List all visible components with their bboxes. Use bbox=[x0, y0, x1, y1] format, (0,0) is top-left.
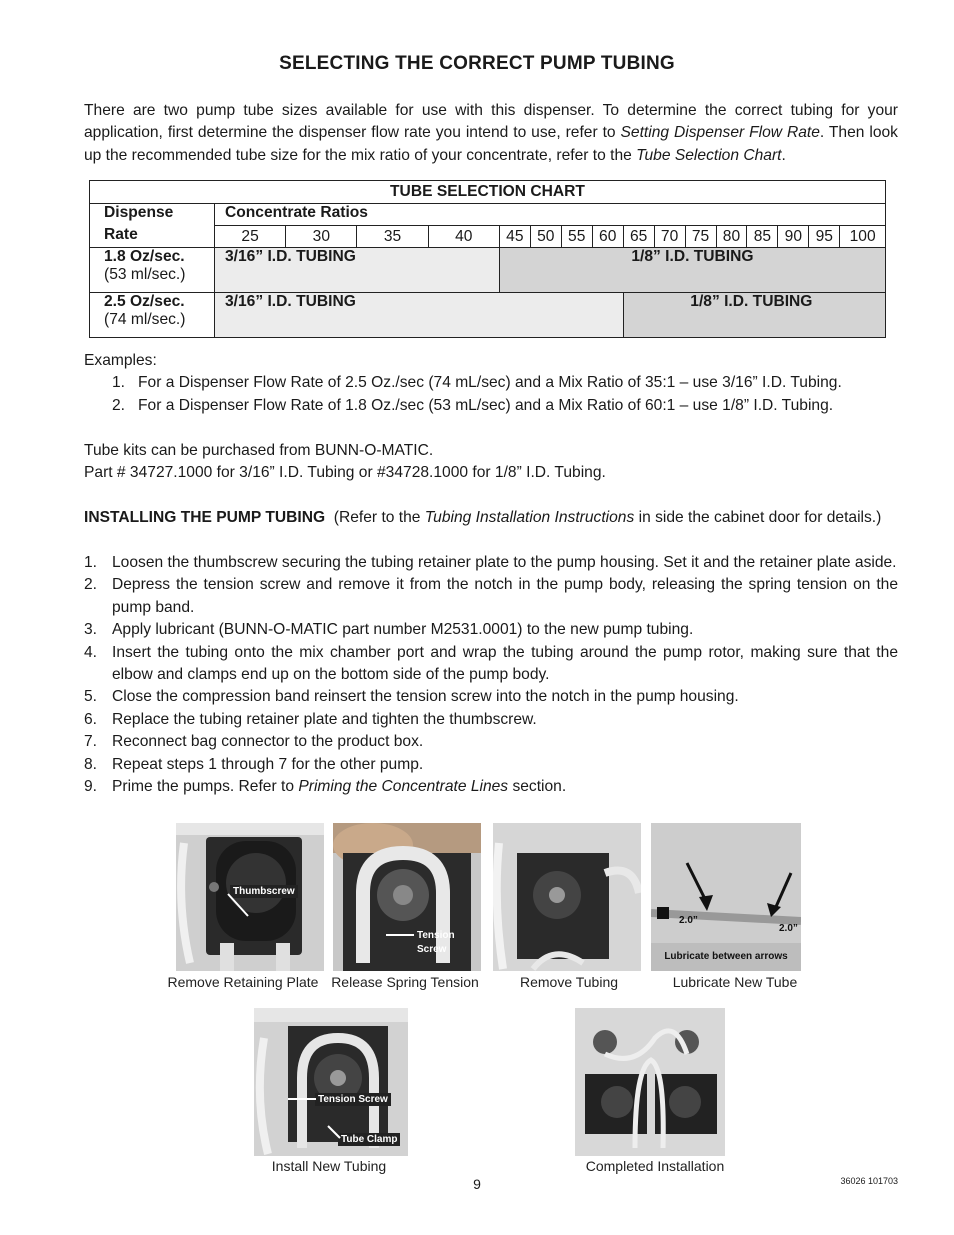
dispense-rate-header-2: Rate bbox=[90, 226, 215, 248]
ratio-cell: 25 bbox=[215, 226, 286, 248]
install-ref-post: in side the cabinet door for details.) bbox=[634, 509, 882, 526]
ratio-cell: 70 bbox=[654, 226, 685, 248]
pointer-line-icon bbox=[326, 1124, 342, 1140]
install-step: 7. Reconnect bag connector to the product box. bbox=[84, 733, 424, 751]
install-step: 1. Loosen the thumbscrew securing the tubing retainer plate to the pump housing. Set it and the retainer plate aside. bbox=[84, 554, 897, 571]
ratio-cell: 40 bbox=[428, 226, 499, 248]
photo-release-spring-tension bbox=[333, 823, 481, 971]
tube-kits-section bbox=[84, 440, 898, 485]
pointer-line-icon bbox=[210, 890, 250, 920]
caption-release-spring-tension: Release Spring Tension bbox=[331, 974, 479, 990]
kits-line-1: Tube kits can be purchased from BUNN-O-MATIC. bbox=[84, 442, 434, 459]
row2-rate bbox=[90, 293, 215, 338]
ratio-cell: 35 bbox=[357, 226, 428, 248]
install-step: 5. Close the compression band reinsert the tension screw into the notch in the pump housing. bbox=[84, 688, 739, 706]
install-step: 4. Insert the tubing onto the mix chamber port and wrap the tubing around the pump rotor, making sure that the elbow and clamps end up on the bottom side of the pump body. bbox=[84, 643, 898, 684]
pointer-line-icon bbox=[288, 1094, 318, 1104]
chart-title: TUBE SELECTION CHART bbox=[90, 181, 886, 204]
ratio-cell: 95 bbox=[809, 226, 840, 248]
label-tension: Tension bbox=[417, 930, 455, 941]
row2-large-tubing: 3/16” I.D. TUBING bbox=[215, 293, 624, 338]
caption-completed-installation: Completed Installation bbox=[585, 1158, 725, 1174]
row1-large-tubing: 3/16” I.D. TUBING bbox=[215, 248, 500, 293]
examples-label: Examples: bbox=[84, 352, 157, 369]
ratio-cell: 45 bbox=[499, 226, 530, 248]
install-step: 2. Depress the tension screw and remove it from the notch in the pump body, releasing the spring tension on the pump band. bbox=[84, 576, 898, 616]
label-tube-clamp: Tube Clamp bbox=[338, 1133, 400, 1146]
intro-paragraph bbox=[84, 100, 898, 167]
install-ref-pre: (Refer to the bbox=[325, 509, 425, 526]
caption-remove-retaining-plate: Remove Retaining Plate bbox=[167, 974, 319, 990]
row1-rate bbox=[90, 248, 215, 293]
row1-rate-oz: 1.8 Oz/sec. bbox=[104, 248, 185, 265]
dim-right: 2.0” bbox=[779, 923, 798, 934]
ratio-cell: 85 bbox=[747, 226, 778, 248]
install-ref-italic: Tubing Installation Instructions bbox=[424, 509, 635, 526]
caption-lubricate-new-tube: Lubricate New Tube bbox=[672, 974, 798, 990]
row1-small-tubing: 1/8” I.D. TUBING bbox=[499, 248, 885, 293]
pointer-line-icon bbox=[386, 930, 416, 940]
document-code: 36026 101703 bbox=[840, 1176, 898, 1186]
dispense-rate-header-1: Dispense bbox=[90, 204, 215, 226]
label-screw: Screw bbox=[417, 944, 447, 955]
install-step: 3. Apply lubricant (BUNN-O-MATIC part number M2531.0001) to the new pump tubing. bbox=[84, 621, 694, 639]
intro-text-1: There are two pump tube sizes available for use with this dispenser. To determine the correct tubing for your application, first determine the dispenser flow rate you intend to use, refer to bbox=[84, 102, 898, 142]
ratio-cell: 30 bbox=[286, 226, 357, 248]
ratio-cell: 55 bbox=[561, 226, 592, 248]
ratio-cell: 60 bbox=[592, 226, 623, 248]
page-title: SELECTING THE CORRECT PUMP TUBING bbox=[279, 53, 675, 74]
intro-ref-flow-rate: Setting Dispenser Flow Rate bbox=[620, 124, 820, 142]
ratio-cell: 80 bbox=[716, 226, 747, 248]
photo-completed-installation bbox=[575, 1008, 725, 1156]
install-step: 6. Replace the tubing retainer plate and tighten the thumbscrew. bbox=[84, 710, 537, 728]
ratio-cell: 75 bbox=[685, 226, 716, 248]
ratio-cell: 100 bbox=[840, 226, 886, 248]
install-step: 8. Repeat steps 1 through 7 for the other pump. bbox=[84, 755, 424, 773]
example-item: 2. For a Dispenser Flow Rate of 1.8 Oz./sec (53 mL/sec) and a Mix Ratio of 60:1 – use 1/8” I.D. Tubing. bbox=[112, 396, 834, 414]
lubricate-note: Lubricate between arrows bbox=[664, 951, 788, 962]
intro-text-3: . bbox=[781, 146, 786, 164]
row2-small-tubing: 1/8” I.D. TUBING bbox=[623, 293, 885, 338]
caption-remove-tubing: Remove Tubing bbox=[519, 974, 619, 990]
tube-selection-chart bbox=[89, 180, 886, 338]
ratio-cell: 65 bbox=[623, 226, 654, 248]
row1-rate-ml: (53 ml/sec.) bbox=[104, 266, 186, 283]
step9-text: Prime the pumps. Refer to bbox=[112, 778, 299, 796]
ratio-cell: 90 bbox=[778, 226, 809, 248]
install-heading: INSTALLING THE PUMP TUBING bbox=[84, 509, 326, 526]
caption-install-new-tubing: Install New Tubing bbox=[271, 1158, 387, 1174]
examples-section bbox=[84, 350, 898, 417]
step9-ref: Priming the Concentrate Lines bbox=[298, 778, 509, 796]
install-steps bbox=[84, 552, 898, 798]
example-item: 1. For a Dispenser Flow Rate of 2.5 Oz./sec (74 mL/sec) and a Mix Ratio of 35:1 – use 3/16” I.D. Tubing. bbox=[112, 374, 842, 392]
kits-line-2: Part # 34727.1000 for 3/16” I.D. Tubing or #34728.1000 for 1/8” I.D. Tubing. bbox=[84, 464, 606, 482]
install-step: 9. Prime the pumps. Refer to Priming the Concentrate Lines section. bbox=[84, 778, 567, 796]
intro-ref-chart: Tube Selection Chart bbox=[636, 146, 782, 164]
install-intro bbox=[84, 507, 898, 529]
label-tension-screw: Tension Screw bbox=[315, 1093, 391, 1106]
ratio-cell: 50 bbox=[530, 226, 561, 248]
dim-left: 2.0” bbox=[679, 915, 698, 926]
concentrate-ratios-header: Concentrate Ratios bbox=[215, 204, 886, 226]
photo-remove-tubing bbox=[493, 823, 641, 971]
label-thumbscrew: Thumbscrew bbox=[230, 885, 298, 898]
page-number: 9 bbox=[473, 1176, 481, 1192]
row2-rate-oz: 2.5 Oz/sec. bbox=[104, 293, 185, 310]
step9-post: section. bbox=[508, 778, 567, 796]
photo-lubricate-new-tube bbox=[651, 823, 801, 971]
intro-text-2: . Then look up the recommended tube size for the mix ratio of your concentrate, refer to the bbox=[84, 124, 898, 164]
row2-rate-ml: (74 ml/sec.) bbox=[104, 311, 186, 328]
